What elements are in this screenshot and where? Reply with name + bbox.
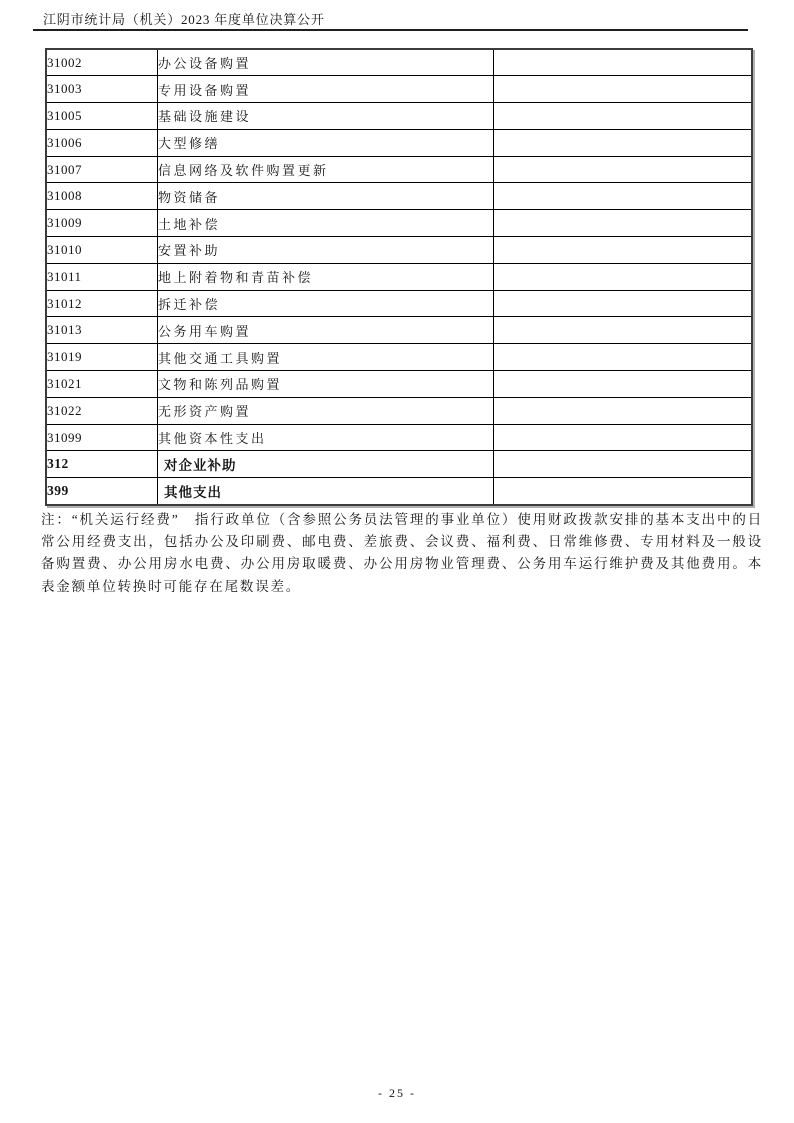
code-cell: 31012 (46, 290, 158, 317)
table-row (46, 263, 752, 290)
label-cell: 其他支出 (158, 478, 494, 505)
code-cell: 31007 (46, 156, 158, 183)
amount-cell (494, 103, 753, 130)
table-row (46, 76, 752, 103)
table-row (46, 129, 752, 156)
label-cell: 拆迁补偿 (158, 290, 494, 317)
table-row (46, 371, 752, 398)
label-cell: 基础设施建设 (158, 103, 494, 130)
table-row (46, 290, 752, 317)
table-row (46, 397, 752, 424)
footnote-text: 注：“机关运行经费” 指行政单位（含参照公务员法管理的事业单位）使用财政拨款安排的基本支出中的日常公用经费支出，包括办公及印刷费、邮电费、差旅费、会议费、福利费、日常维修费、专用材料及一般设备购置费、办公用房水电费、办公用房取暖费、办公用房物业管理费、公务用车运行维护费及其他费用。本表金额单位转换时可能存在尾数误差。 (41, 512, 763, 594)
table-row (46, 49, 752, 76)
code-cell: 31022 (46, 397, 158, 424)
amount-cell (494, 317, 753, 344)
amount-cell (494, 478, 753, 505)
amount-cell (494, 371, 753, 398)
label-cell: 其他资本性支出 (158, 424, 494, 451)
label-cell: 专用设备购置 (158, 76, 494, 103)
code-cell: 399 (46, 478, 158, 505)
table-row (46, 183, 752, 210)
code-cell: 31010 (46, 237, 158, 264)
amount-cell (494, 397, 753, 424)
label-cell: 办公设备购置 (158, 49, 494, 76)
label-cell: 信息网络及软件购置更新 (158, 156, 494, 183)
amount-cell (494, 49, 753, 76)
code-cell: 31011 (46, 263, 158, 290)
code-cell: 31099 (46, 424, 158, 451)
amount-cell (494, 451, 753, 478)
label-cell: 文物和陈列品购置 (158, 371, 494, 398)
label-cell: 地上附着物和青苗补偿 (158, 263, 494, 290)
amount-cell (494, 76, 753, 103)
label-cell: 对企业补助 (158, 451, 494, 478)
label-cell: 物资储备 (158, 183, 494, 210)
label-cell: 大型修缮 (158, 129, 494, 156)
amount-cell (494, 183, 753, 210)
code-cell: 31003 (46, 76, 158, 103)
amount-cell (494, 344, 753, 371)
table-row (46, 103, 752, 130)
code-cell: 31002 (46, 49, 158, 76)
code-cell: 31005 (46, 103, 158, 130)
table-row (46, 237, 752, 264)
amount-cell (494, 290, 753, 317)
label-cell: 其他交通工具购置 (158, 344, 494, 371)
code-cell: 31006 (46, 129, 158, 156)
table-row (46, 478, 752, 505)
code-cell: 31013 (46, 317, 158, 344)
code-cell: 31009 (46, 210, 158, 237)
label-cell: 公务用车购置 (158, 317, 494, 344)
expenditure-economic-classification-table (45, 48, 753, 506)
code-cell: 31021 (46, 371, 158, 398)
amount-cell (494, 210, 753, 237)
amount-cell (494, 129, 753, 156)
amount-cell (494, 263, 753, 290)
table-row (46, 451, 752, 478)
page-number: - 25 - (378, 1086, 416, 1100)
amount-cell (494, 424, 753, 451)
table-row (46, 317, 752, 344)
code-cell: 31008 (46, 183, 158, 210)
page-header-title: 江阴市统计局（机关）2023 年度单位决算公开 (43, 12, 325, 27)
table-row (46, 424, 752, 451)
table-row (46, 344, 752, 371)
label-cell: 无形资产购置 (158, 397, 494, 424)
label-cell: 安置补助 (158, 237, 494, 264)
label-cell: 土地补偿 (158, 210, 494, 237)
table-row (46, 156, 752, 183)
code-cell: 31019 (46, 344, 158, 371)
header-divider (33, 29, 748, 31)
expenditure-table-body (46, 49, 752, 505)
amount-cell (494, 237, 753, 264)
code-cell: 312 (46, 451, 158, 478)
table-row (46, 210, 752, 237)
amount-cell (494, 156, 753, 183)
